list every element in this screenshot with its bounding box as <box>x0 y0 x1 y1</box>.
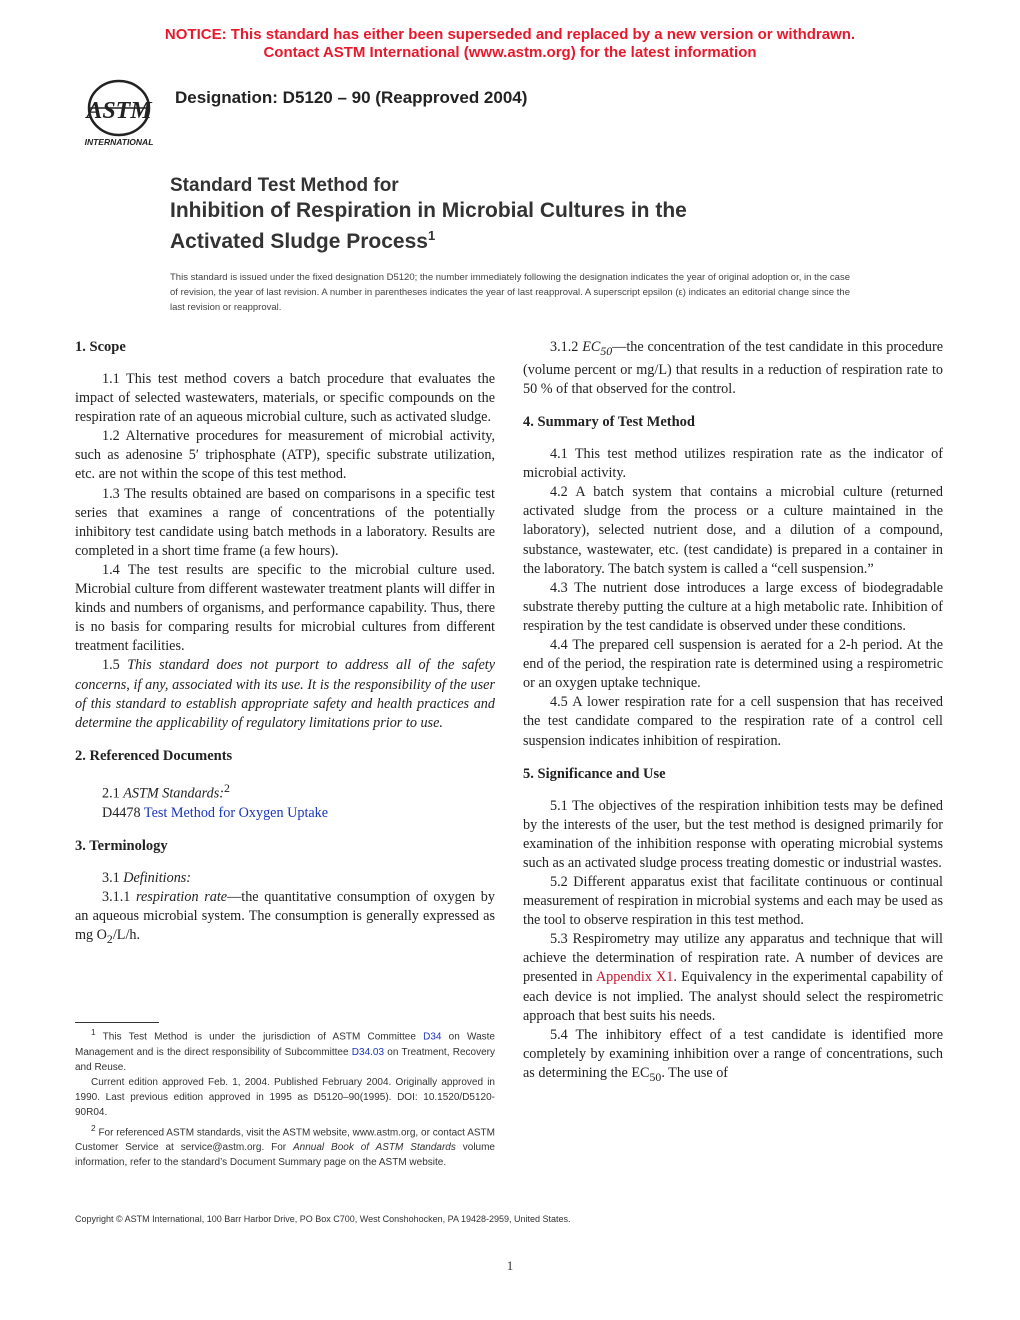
intro-note: This standard is issued under the fixed designation D5120; the number immediately following the designation indicates the year of original adoption or, in the case of revision, the year of last revision. A number in parentheses indicates the year of last reapproval. A superscript epsilon (ε) indicates an editorial change since the last revision or reapproval. <box>170 272 850 313</box>
title-line-1: Standard Test Method for <box>170 175 399 196</box>
para-3-1: 3.1 Definitions: <box>101 869 192 886</box>
d34-03-link[interactable]: D34.03 <box>351 1046 385 1058</box>
right-column <box>523 338 943 1087</box>
para-1-3: 1.3 The results obtained are based on comparisons in a specific test series that examines a range of concentrations of the potentially inhibitory test candidate using batch methods in a laboratory. Results are completed in a short time frame (a few hours). <box>75 485 495 559</box>
para-1-1: 1.1 This test method covers a batch procedure that evaluates the impact of selected wastewaters, materials, or specific compounds on the respiration rate of an aqueous microbial culture, such as activated sludge. <box>75 371 495 426</box>
title-line-3: Activated Sludge Process$^1$ <box>170 228 436 253</box>
section-5-heading: 5. Significance and Use <box>523 765 666 782</box>
para-4-2: 4.2 A batch system that contains a microbial culture (returned activated sludge from the process or a culture maintained in the laboratory), selected nutrient dose, and a dilution of a compound, substance, wastewater, etc. (test candidate) is prepared in a container in the laboratory. The batch system is called a “cell suspension.” <box>523 484 943 577</box>
para-5-2: 5.2 Different apparatus exist that facilitate continuous or continual measurement of respiration in microbial systems and each may be used as the tool to observe respiration in this test method. <box>523 873 943 929</box>
section-3-heading: 3. Terminology <box>75 837 168 854</box>
para-4-5: 4.5 A lower respiration rate for a cell suspension that has received the test candidate compared to the respiration rate of a control cell suspension indicates inhibition of respiration. <box>523 694 943 749</box>
title-line-2: Inhibition of Respiration in Microbial Cultures in the <box>170 199 687 222</box>
para-3-1-2: 3.1.2 $EC_{50}—the$ concentration of the test candidate in this procedure (volume percent or mg/L) that results in a reduction of respiration rate to 50 % of that observed for the control. <box>523 339 944 398</box>
document-title <box>170 174 687 254</box>
notice-line-1: NOTICE: This standard has either been superseded and replaced by a new version or withdrawn. <box>164 26 856 43</box>
para-4-4: 4.4 The prepared cell suspension is aerated for a 2-h period. At the end of the period, the respiration rate is determined using a respirometric or an oxygen uptake technique. <box>523 637 943 692</box>
logo-subtext: INTERNATIONAL <box>84 137 154 147</box>
d34-link[interactable]: D34 <box>423 1031 442 1043</box>
para-5-3: 5.3 Respirometry may utilize any apparatus and technique that will achieve the determination of respiration rate. A number of devices are presented in Appendix X1. Equivalency in the experimental capability of each device is not implied. The analyst should select the respirometric approach that best suits his needs. <box>523 931 943 1024</box>
para-3-1-1: 3.1.1 respiration rate—the quantitative consumption of oxygen by an aqueous microbial system. The consumption is generally expressed as mg $O_2/L/h$. <box>75 888 495 946</box>
footnote-1-edition: Current edition approved Feb. 1, 2004. Published February 2004. Originally approved in 1990. Last previous edition approved in 1995 as D5120–90(1995). DOI: 10.1520/D5120-90R04. <box>75 1076 495 1119</box>
logo-text: ASTM <box>86 98 152 124</box>
footnote-1: $^1$ This Test Method is under the jurisdiction of ASTM Committee D34 on Waste Management and is the direct responsibility of Subcommittee D34.03 on Treatment, Recovery and Reuse. <box>75 1027 495 1073</box>
footnotes <box>75 1022 495 1170</box>
section-2-heading: 2. Referenced Documents <box>75 747 233 764</box>
para-2-1: 2.1 ASTM Standards:$^2$ <box>101 780 230 802</box>
d4478-link[interactable]: Test Method for Oxygen Uptake <box>143 804 329 821</box>
para-1-2: 1.2 Alternative procedures for measurement of microbial activity, such as adenosine 5′ triphosphate (ATP), specific substrate utilization, etc. are not within the scope of this test method. <box>75 428 495 483</box>
para-4-1: 4.1 This test method utilizes respiration rate as the indicator of microbial activity. <box>523 446 943 482</box>
para-5-4: 5.4 The inhibitory effect of a test candidate is identified more completely by examining inhibition over a range of concentrations, such as determining the $EC_{50}$. The use of <box>523 1026 943 1084</box>
appendix-x1-link[interactable]: Appendix X1 <box>595 969 674 986</box>
ref-d4478: D4478 Test Method for Oxygen Uptake <box>101 804 329 821</box>
notice-banner <box>0 26 1020 62</box>
page-number: 1 <box>506 1258 514 1273</box>
astm-logo <box>78 76 160 148</box>
section-4-heading: 4. Summary of Test Method <box>523 414 695 431</box>
copyright: Copyright © ASTM International, 100 Barr Harbor Drive, PO Box C700, West Conshohocken, PA 19428-2959, United States. <box>75 1214 571 1224</box>
footnote-2: $^2$ For referenced ASTM standards, visit the ASTM website, www.astm.org, or contact ASTM Customer Service at service@astm.org. For Annual Book of ASTM Standards volume information, refer to the standard’s Document Summary page on the ASTM website. <box>75 1122 495 1169</box>
designation: Designation: D5120 – 90 (Reapproved 2004) <box>175 88 528 107</box>
title-footnote-ref: 1 <box>427 228 436 243</box>
notice-line-2: Contact ASTM International (www.astm.org) for the latest information <box>263 44 757 61</box>
para-4-3: 4.3 The nutrient dose introduces a large excess of biodegradable substrate thereby putting the culture at a high metabolic rate. Inhibition of respiration by the test candidate is observed under these conditions. <box>523 579 943 634</box>
section-1-heading: 1. Scope <box>75 339 126 355</box>
left-column <box>75 338 495 949</box>
para-1-5: 1.5 This standard does not purport to address all of the safety concerns, if any, associated with its use. It is the responsibility of the user of this standard to establish appropriate safety and health practices and determine the applicability of regulatory limitations prior to use. <box>75 657 495 731</box>
para-1-4: 1.4 The test results are specific to the microbial culture used. Microbial culture from different wastewater treatment plants will differ in kinds and numbers of organisms, and performance capability. Thus, there is no basis for comparing results for microbial cultures from different treatment facilities. <box>75 561 495 655</box>
para-5-1: 5.1 The objectives of the respiration inhibition tests may be defined by the interests of the user, but the test method is designed primarily for examination of the inhibition response with operating microbial systems such as an activated sludge process treating domestic or industrial wastes. <box>523 797 943 871</box>
